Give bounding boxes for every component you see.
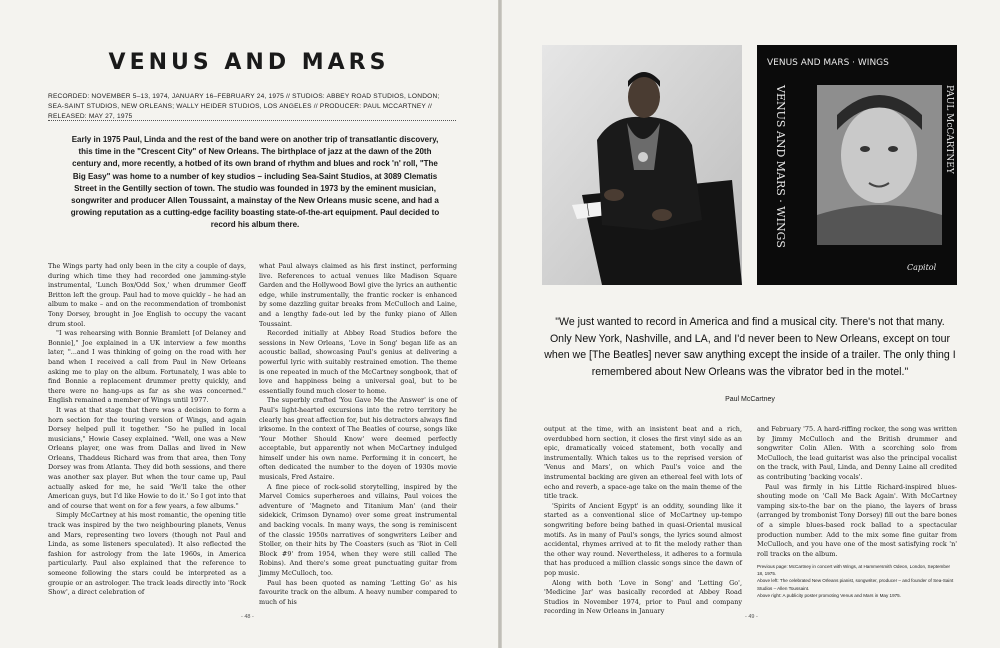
caption: Previous page: McCartney in concert with Wings, at Hammersmith Odeon, London, September 18, 1975. (757, 564, 951, 577)
right-column-1 (544, 425, 742, 617)
page-number: - 49 - (745, 614, 758, 620)
chapter-title: VENUS AND MARS (108, 50, 390, 75)
venus-and-mars-poster (757, 45, 957, 285)
caption: Above right: A publicity poster promoting Venus and Mars in May 1975. (757, 592, 902, 598)
dotted-divider (48, 120, 456, 121)
paragraph: Simply McCartney at his most romantic, the opening title track was inspired by the two neighbouring planets, Venus and Mars, representing two lovers (though not Paul and Linda, as some listeners speculated). It also reflected the fashion for astrology from the late 1960s, in America particularly. Paul also explained that the reference to someone following the stars could be interpreted as a groupie or an astrologer. The track leads directly into 'Rock Show', a direct celebration of (48, 511, 246, 597)
paragraph: output at the time, with an insistent beat and a rich, overdubbed horn section, it closes the first vinyl side as an epic, dramatically voiced statement, both vocally and instrumentally. Which takes us to the reprised version of 'Venus and Mars', on which Paul's voice and the instrumental backing are given an ethereal feel with lots of echo and reverb, a space-age take on the main theme of the title track. (544, 425, 742, 501)
paragraph: Paul has been quoted as naming 'Letting Go' as his favourite track on the album. A heavy number compared to much of his (259, 578, 457, 606)
paragraph: "I was rehearsing with Bonnie Bramlett [of Delaney and Bonnie]," Joe explained in a UK interview a few months later, "...and I was thinking of going on the road with her band when I received a call from Paul in New Orleans asking me to play on the album. Fortunately, I was able to find Bonnie a replacement drummer pretty quickly, and there were no hang-ups as far as she was concerned." English remained a member of Wings until 1977. (48, 329, 246, 405)
paragraph: Paul was firmly in his Little Richard-inspired blues-shouting mode on 'Call Me Back Again'. With McCartney vamping six-to-the bar on the piano, the layers of brass (arranged by trombonist Tony Dorsey) fill out the bare bones of a simple blues-based rock ballad to a spectacular production number. Add to the mix some fine guitar from McCulloch, and you have one of the most satisfying rock 'n' roll tracks on the album. (757, 482, 957, 558)
left-column-2 (259, 262, 457, 607)
paragraph: It was at that stage that there was a decision to form a horn section for the touring version of Wings, and again Dorsey helped pull it together. "So he pulled in local musicians," Howie Casey explained. "Well, one was a New Orleans player, one was from Dallas and lived in New Orleans, Thaddeus Richard was from that area, then Tony Dorsey was from Atlanta. They did both sessions, and there was another sax player. But when the tour came up, Paul actually asked for me, he said 'We'll take the other American guys, but I'd like Howie to do it.' So I got into that and of course that went on for a few years, a few albums." (48, 405, 246, 510)
paragraph: A fine piece of rock-solid storytelling, inspired by the Marvel Comics superheroes and villains, Paul voices the adventure of 'Magneto and Titanium Man' (and their sidekick, Crimson Dynamo) over some great instrumental and backing vocals. In many ways, the song is reminiscent of the classic 1950s narratives of songwriters Leiber and Stoller, on their hits by The Coasters (such as 'Riot in Cell Block #9' from 1954, when they were still called The Robins). And there's some great punctuating guitar from Jimmy McCulloch, too. (259, 482, 457, 577)
paragraph: Recorded initially at Abbey Road Studios before the sessions in New Orleans, 'Love in Song' began life as an acoustic ballad, showcasing Paul's genius at delivering a powerful lyric with suitably restrained emotion. The theme is one repeated in much of the McCartney songbook, that of love and happiness being a universal goal, but to be essentially found much closer to home. (259, 329, 457, 395)
recording-credits: RECORDED: NOVEMBER 5–13, 1974, JANUARY 16–FEBRUARY 24, 1975 // STUDIOS: ABBEY ROAD STUDIOS, LONDON; SEA-SAINT STUDIOS, NEW ORLEANS; WALLY HEIDER STUDIOS, LOS ANGELES // PRODUCER: PAUL MCCARTNEY // RELEASED: MAY 27, 1975 (48, 93, 440, 120)
paragraph: The Wings party had only been in the city a couple of days, during which time they had recorded one jamming-style instrumental, 'Lunch Box/Odd Sox,' when drummer Geoff Britton left the group. Paul had to move quickly – he had an album to make – and on the recommendation of trombonist Tony Dorsey, brought in Joe English to occupy the vacant drum stool. (48, 262, 246, 328)
left-page (0, 0, 498, 648)
right-column-2 (757, 425, 957, 559)
paragraph: The superbly crafted 'You Gave Me the Answer' is one of Paul's light-hearted excursions into the retro territory he clearly has great affection for, but his detractors always find irksome. In the context of The Beatles of course, songs like 'Your Mother Should Know' were deemed perfectly acceptable, but apparently not when McCartney indulged himself under his own name. Performing it in concert, he often dedicated the number to the doyen of 1930s movie musicals, Fred Astaire. (259, 396, 457, 482)
caption: Above left: The celebrated New Orleans pianist, songwriter, producer – and founder of Sea-Saint Studios – Allen Toussaint. (757, 578, 954, 591)
photo-captions (757, 563, 957, 599)
paragraph: what Paul always claimed as his first instinct, performing live. References to actual venues like Madison Square Garden and the Hollywood Bowl give the lyrics an authentic edge, while instrumentally, the frantic rocker is enhanced by some dazzling guitar breaks from McCulloch and Laine, and a lengthy fade-out led by the funky piano of Allen Toussaint. (259, 262, 457, 328)
capitol-logo: Capitol (907, 263, 937, 272)
poster-vertical-title: VENUS AND MARS · WINGS (774, 85, 787, 248)
intro-paragraph: Early in 1975 Paul, Linda and the rest of the band were on another trip of transatlantic discovery, this time in the "Crescent City" of New Orleans. The birthplace of jazz at the dawn of the 20th century and, more recently, a hotbed of its own brand of rhythm and blues and rock 'n' roll, "The Big Easy" was home to a number of key studios – including Sea-Saint Studios, at 3089 Clematis Street in the Gentilly section of town. The studio was founded in 1973 by the eminent musician, songwriter and producer Allen Toussaint, a mainstay of the New Orleans music scene, and had a growing reputation as a cutting-edge facility boasting state-of-the-art equipment. Paul decided to record his album there. (70, 135, 440, 230)
paragraph: and February '75. A hard-riffing rocker, the song was written by Jimmy McCulloch and the British drummer and songwriter Colin Allen. With a scorching solo from McCulloch, the lead guitarist was also the principal vocalist on the track, with Paul, Linda, and Denny Laine all credited as contributing 'backing vocals'. (757, 425, 957, 481)
allen-toussaint-photo (542, 45, 742, 285)
poster-vertical-artist: PAUL McCARTNEY (944, 85, 954, 174)
left-column-1 (48, 262, 246, 598)
portrait-illustration (542, 45, 742, 285)
pull-quote: "We just wanted to record in America and find a musical city. There's not that many. Only New York, Nashville, and LA, and I'd never been to New Orleans, except on tour when we [The Beatles] never saw anything except the inside of a trailer. The only thing I remembered about New Orleans was the vibrator bed in the motel." (544, 316, 956, 378)
page-number: - 48 - (241, 614, 254, 620)
quote-attribution: Paul McCartney (725, 396, 775, 403)
paragraph: 'Spirits of Ancient Egypt' is an oddity, sounding like it started as a conventional slice of McCartney up-tempo songwriting before being bathed in quasi-Oriental musical motifs. As in many of Paul's songs, the lyrics sound almost accidental, rhymes arrived at to fit the melody rather than the other way round. Nevertheless, it adheres to a formula that has produced a million classic songs since the dawn of pop music. (544, 501, 742, 577)
poster-illustration (757, 45, 957, 285)
paragraph: Along with both 'Love in Song' and 'Letting Go', 'Medicine Jar' was basically recorded at Abbey Road Studios in November 1974, prior to Paul and company recording in New Orleans in January (544, 578, 742, 616)
poster-band-line: VENUS AND MARS · WINGS (767, 58, 889, 68)
